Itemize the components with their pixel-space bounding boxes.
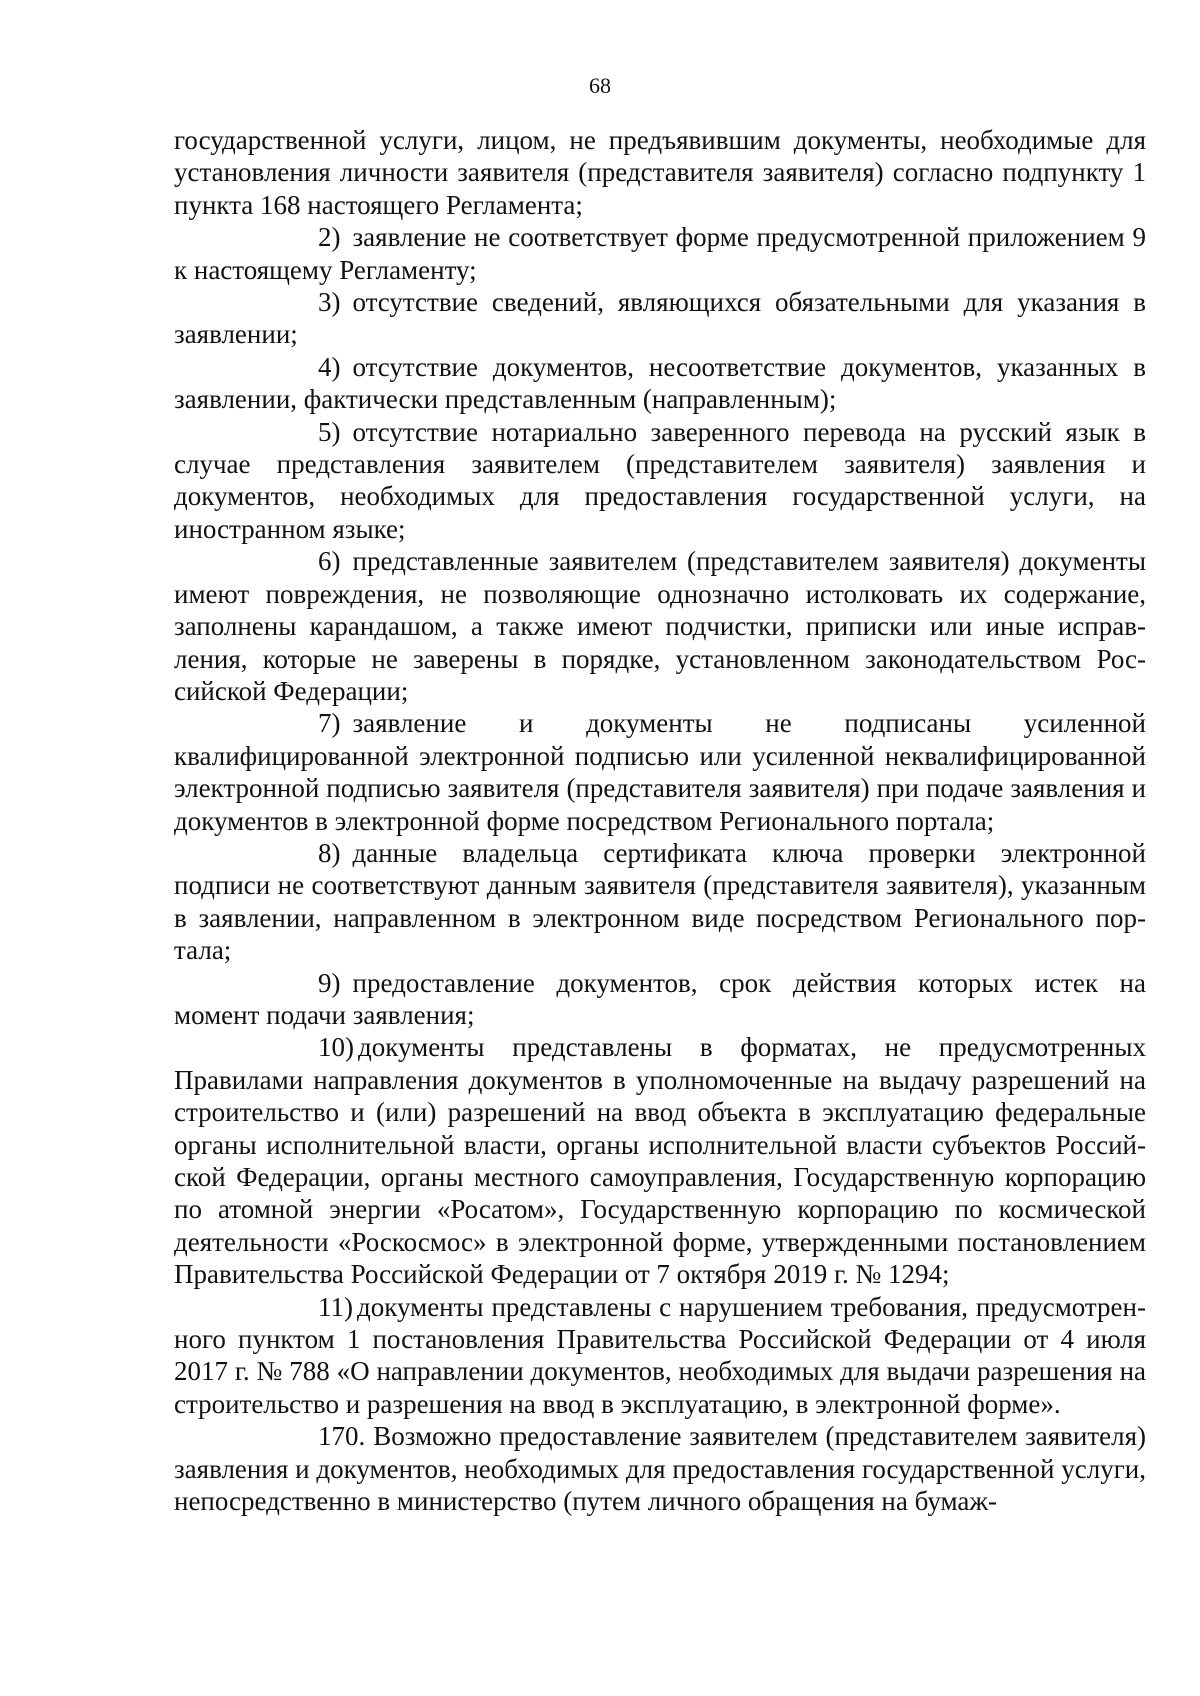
item-number: 9) (318, 967, 341, 998)
list-item-8 (174, 837, 1146, 967)
item-text: документы представлены в форматах, не предусмотренных Правилами направления документов в уполномоченные на выдачу разрешений на строительство и (или) разрешений на ввод объекта в эксплуатацию федеральные органы исполнительной власти, органы исполнительной власти субъектов Российской Федерации, органы местного самоуправления, Государственную корпорацию по атомной энергии «Росатом», Государственную корпорацию по космической деятельности «Роскосмос» в электронной форме, утвержденными постановлением Правительства Российской Федерации от 7 октября 2019 г. № 1294; (174, 1032, 1146, 1290)
section-text: Возможно предоставление заявителем (представителем заявителя) заявления и документов, необходимых для предоставления государственной услуги, непосредственно в министерство (путем личного обращения на бумаж- (174, 1421, 1146, 1517)
list-item-5 (174, 416, 1146, 546)
section-170 (174, 1420, 1146, 1517)
paragraph-continuation (174, 124, 1146, 221)
section-number: 170. (318, 1421, 366, 1452)
item-number: 5) (318, 416, 341, 447)
list-item-6 (174, 545, 1146, 707)
item-number: 3) (318, 287, 341, 318)
list-item-11 (174, 1291, 1146, 1421)
page-number: 68 (589, 73, 611, 98)
item-number: 10) (318, 1032, 354, 1063)
item-number: 11) (318, 1291, 353, 1322)
document-body (174, 124, 1146, 1517)
item-text: представленные заявителем (представителем заявителя) документы имеют повреждения, не позволяющие однозначно истолковать их содержание, заполнены карандашом, а также имеют подчистки, приписки или иные исправления, которые не заверены в порядке, установленном законодательством Российской Федерации; (174, 546, 1146, 706)
item-number: 6) (318, 546, 341, 577)
item-text: заявление и документы не подписаны усиленной квалифицированной электронной подписью или усиленной неквалифицированной электронной подписью заявителя (представителя заявителя) при подаче заявления и документов в электронной форме посредством Регионального портала; (174, 708, 1146, 836)
item-text: предоставление документов, срок действия которых истек на момент подачи заявления; (174, 967, 1146, 1030)
list-item-2 (174, 221, 1146, 286)
list-item-4 (174, 351, 1146, 416)
list-item-9 (174, 967, 1146, 1032)
paragraph-text: государственной услуги, лицом, не предъявившим документы, необходимые для установления личности заявителя (представителя заявителя) согласно подпункту 1 пункта 168 настоящего Регламента; (174, 125, 1146, 220)
item-number: 2) (318, 222, 341, 253)
item-number: 8) (318, 837, 341, 868)
item-text: отсутствие нотариально заверенного перевода на русский язык в случае представления заявителем (представителем заявителя) заявления и документов, необходимых для предоставления государственной услуги, на иностранном языке; (174, 416, 1146, 544)
item-text: документы представлены с нарушением требования, предусмотренного пунктом 1 постановления Правительства Российской Федерации от 4 июля 2017 г. № 788 «О направлении документов, необходимых для выдачи разрешения на строительство и разрешения на ввод в эксплуатацию, в электронной форме». (174, 1291, 1146, 1419)
item-number: 7) (318, 708, 341, 739)
item-text: заявление не соответствует форме предусмотренной приложением 9 к настоящему Регламенту; (174, 222, 1146, 285)
item-text: отсутствие сведений, являющихся обязательными для указания в заявлении; (174, 287, 1146, 350)
list-item-7 (174, 707, 1146, 837)
list-item-10 (174, 1031, 1146, 1290)
item-text: данные владельца сертификата ключа проверки электронной подписи не соответствуют данным заявителя (представителя заявителя), указанным в заявлении, направленном в электронном виде посредством Регионального портала; (174, 837, 1146, 966)
item-text: отсутствие документов, несоответствие документов, указанных в заявлении, фактически представленным (направленным); (174, 351, 1146, 415)
list-item-3 (174, 286, 1146, 351)
item-number: 4) (318, 351, 341, 382)
